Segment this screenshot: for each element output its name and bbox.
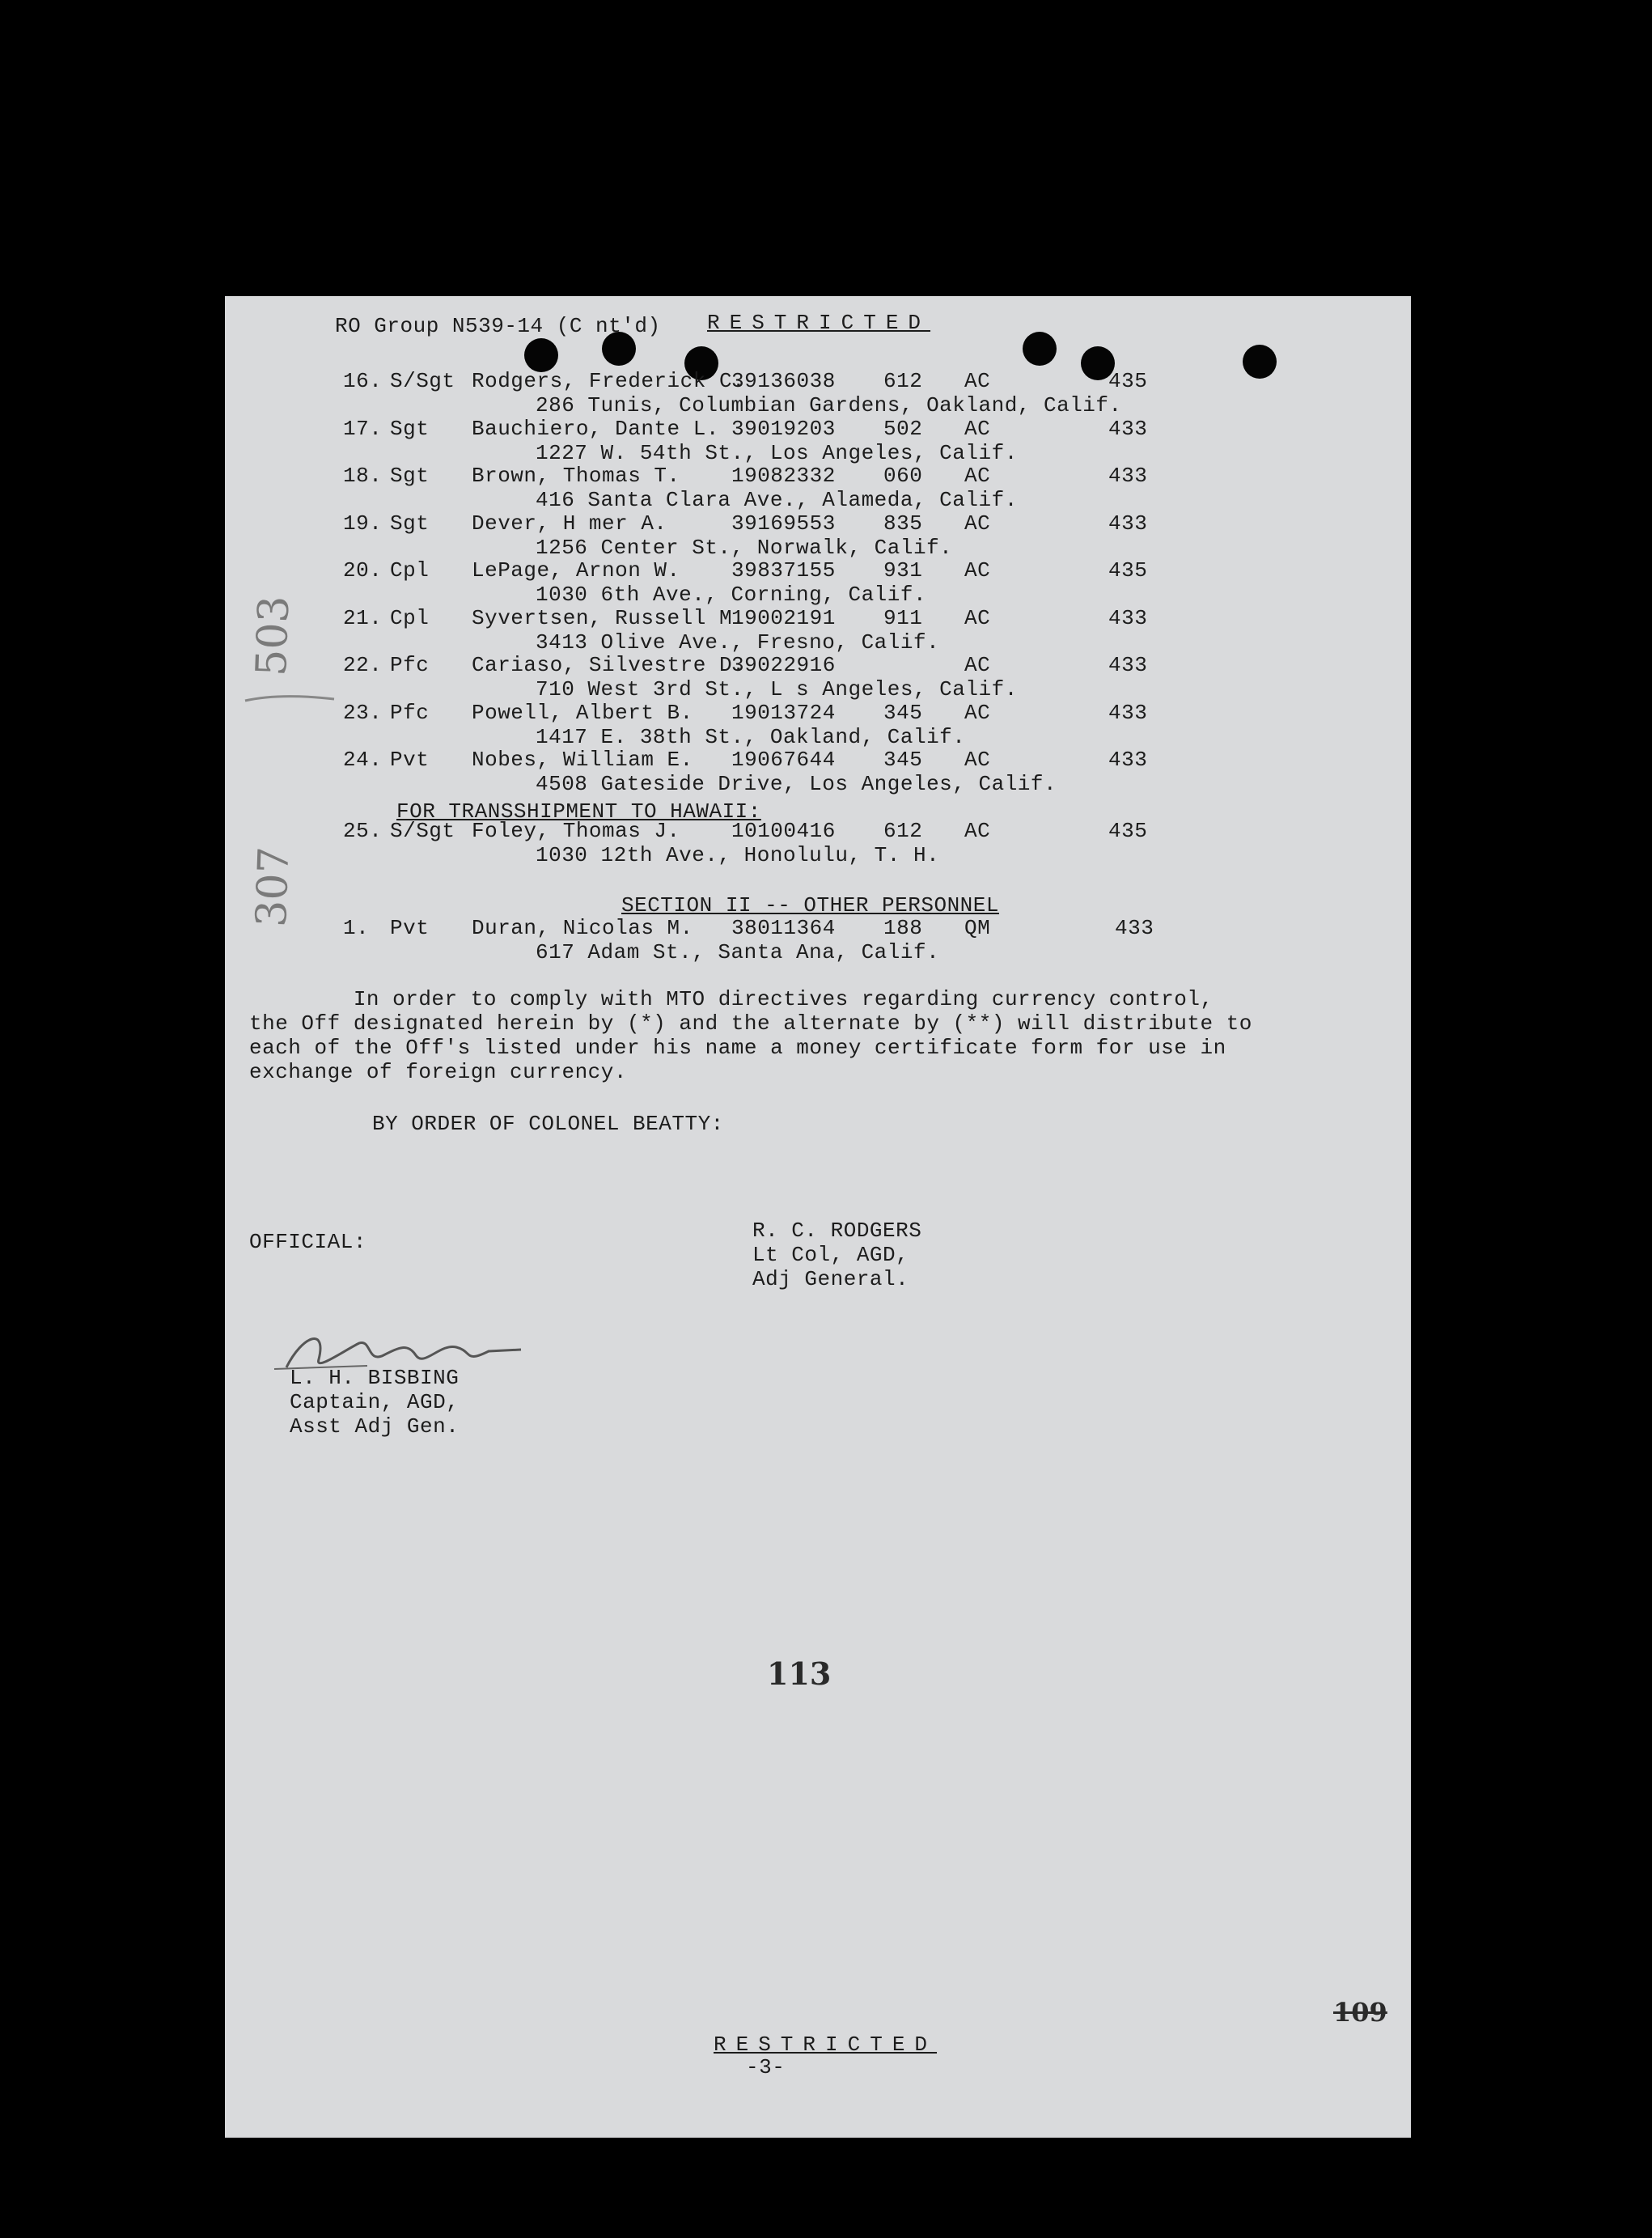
row-serial: 39019203 (731, 416, 836, 441)
paragraph-line: each of the Off's listed under his name a money certificate form for use in (249, 1036, 1226, 1060)
row-rank: S/Sgt (390, 819, 455, 843)
row-address: 1030 6th Ave., Corning, Calif. (536, 583, 927, 607)
row-mos: 188 (883, 916, 923, 940)
row-arm: AC (964, 511, 991, 536)
row-rank: S/Sgt (390, 369, 455, 393)
row-code: 433 (1108, 464, 1148, 488)
header-group: RO Group N539-14 (C nt'd) (335, 314, 661, 338)
row-arm: QM (964, 916, 991, 940)
row-number: 17. (343, 416, 383, 441)
signer-right-rank: Lt Col, AGD, (752, 1243, 909, 1267)
stamp-number-struck: 109 (1333, 1997, 1387, 2028)
row-code: 433 (1108, 605, 1148, 630)
paragraph-line: the Off designated herein by (*) and the alternate by (**) will distribute to (249, 1011, 1252, 1036)
row-arm: AC (964, 369, 991, 393)
row-number: 1. (343, 916, 370, 940)
row-rank: Pvt (390, 748, 430, 772)
row-number: 16. (343, 369, 383, 393)
row-name: LePage, Arnon W. (472, 558, 680, 583)
row-address: 3413 Olive Ave., Fresno, Calif. (536, 629, 940, 655)
row-name: Syvertsen, Russell M. (472, 605, 746, 630)
punch-hole (1243, 345, 1277, 379)
signer-right-name: R. C. RODGERS (752, 1219, 922, 1243)
row-address: 4508 Gateside Drive, Los Angeles, Calif. (536, 772, 1057, 796)
document-page (225, 296, 1411, 2138)
row-rank: Sgt (390, 511, 430, 536)
row-arm: AC (964, 748, 991, 772)
row-code: 435 (1108, 369, 1148, 393)
row-arm: AC (964, 700, 991, 725)
row-rank: Cpl (390, 605, 430, 630)
page-number: -3- (746, 2055, 786, 2079)
signer-left-title: Asst Adj Gen. (290, 1414, 460, 1439)
row-address: 1256 Center St., Norwalk, Calif. (536, 535, 953, 560)
transship-heading: FOR TRANSSHIPMENT TO HAWAII: (396, 799, 761, 824)
row-number: 19. (343, 511, 383, 536)
row-name: Duran, Nicolas M. (472, 916, 693, 940)
row-number: 20. (343, 558, 383, 583)
row-arm: AC (964, 819, 991, 843)
row-name: Powell, Albert B. (472, 700, 693, 725)
row-address: 1030 12th Ave., Honolulu, T. H. (536, 843, 940, 867)
punch-hole (1023, 332, 1057, 366)
row-serial: 39022916 (731, 653, 836, 677)
signer-left-name: L. H. BISBING (290, 1366, 460, 1390)
row-serial: 39169553 (731, 511, 836, 536)
row-number: 22. (343, 653, 383, 677)
section-heading: SECTION II -- OTHER PERSONNEL (621, 893, 999, 918)
row-mos: 345 (883, 700, 923, 725)
pencil-mark: 503 (247, 595, 299, 677)
row-serial: 19082332 (731, 464, 836, 488)
row-mos: 060 (883, 464, 923, 488)
row-mos: 612 (883, 369, 923, 393)
paragraph-line: exchange of foreign currency. (249, 1060, 627, 1084)
row-rank: Sgt (390, 464, 430, 488)
row-code: 433 (1108, 700, 1148, 725)
by-order-line: BY ORDER OF COLONEL BEATTY: (372, 1112, 724, 1136)
signer-left-rank: Captain, AGD, (290, 1390, 460, 1414)
row-mos: 911 (883, 605, 923, 630)
row-name: Bauchiero, Dante L. (472, 416, 719, 441)
row-serial: 39136038 (731, 369, 836, 393)
row-address: 710 West 3rd St., L s Angeles, Calif. (536, 677, 1018, 701)
row-name: Rodgers, Frederick C. (472, 369, 746, 393)
signer-right-title: Adj General. (752, 1267, 909, 1291)
row-mos: 931 (883, 558, 923, 583)
row-rank: Cpl (390, 558, 430, 583)
row-code: 435 (1108, 819, 1148, 843)
row-code: 435 (1108, 558, 1148, 583)
footer-classification: RESTRICTED (714, 2032, 938, 2057)
row-name: Foley, Thomas J. (472, 819, 680, 843)
row-serial: 19002191 (731, 605, 836, 630)
row-serial: 39837155 (731, 558, 836, 583)
row-number: 25. (343, 819, 383, 843)
row-number: 24. (343, 748, 383, 772)
row-arm: AC (964, 416, 991, 441)
row-code: 433 (1108, 653, 1148, 677)
row-rank: Pvt (390, 916, 430, 940)
row-address: 416 Santa Clara Ave., Alameda, Calif. (536, 488, 1018, 512)
row-mos: 612 (883, 819, 923, 843)
row-address: 1227 W. 54th St., Los Angeles, Calif. (536, 440, 1018, 465)
row-code: 433 (1108, 511, 1148, 536)
header-classification: RESTRICTED (707, 311, 931, 335)
row-arm: AC (964, 464, 991, 488)
stamp-number: 113 (767, 1655, 832, 1692)
row-name: Dever, H mer A. (472, 511, 667, 536)
row-number: 18. (343, 464, 383, 488)
row-address: 1417 E. 38th St., Oakland, Calif. (536, 724, 966, 749)
row-arm: AC (964, 653, 991, 677)
row-mos: 502 (883, 416, 923, 441)
row-mos: 835 (883, 511, 923, 536)
official-label: OFFICIAL: (249, 1230, 366, 1254)
row-name: Cariaso, Silvestre D. (472, 653, 746, 677)
row-serial: 38011364 (731, 916, 836, 940)
row-number: 23. (343, 700, 383, 725)
row-arm: AC (964, 558, 991, 583)
row-rank: Pfc (390, 700, 430, 725)
row-name: Nobes, William E. (472, 748, 693, 772)
row-name: Brown, Thomas T. (472, 464, 680, 488)
row-code: 433 (1115, 916, 1154, 940)
row-address: 286 Tunis, Columbian Gardens, Oakland, Calif. (536, 393, 1122, 418)
row-serial: 10100416 (731, 819, 836, 843)
row-code: 433 (1108, 748, 1148, 772)
pencil-mark: 307 (247, 846, 299, 928)
pencil-underline (241, 691, 338, 707)
row-serial: 19067644 (731, 748, 836, 772)
row-arm: AC (964, 605, 991, 630)
row-code: 433 (1108, 416, 1148, 441)
row-rank: Sgt (390, 416, 430, 441)
row-mos: 345 (883, 748, 923, 772)
punch-hole (524, 338, 558, 372)
row-serial: 19013724 (731, 700, 836, 725)
row-rank: Pfc (390, 653, 430, 677)
paragraph-line: In order to comply with MTO directives regarding currency control, (249, 987, 1214, 1011)
row-number: 21. (343, 605, 383, 630)
row-address: 617 Adam St., Santa Ana, Calif. (536, 940, 940, 964)
